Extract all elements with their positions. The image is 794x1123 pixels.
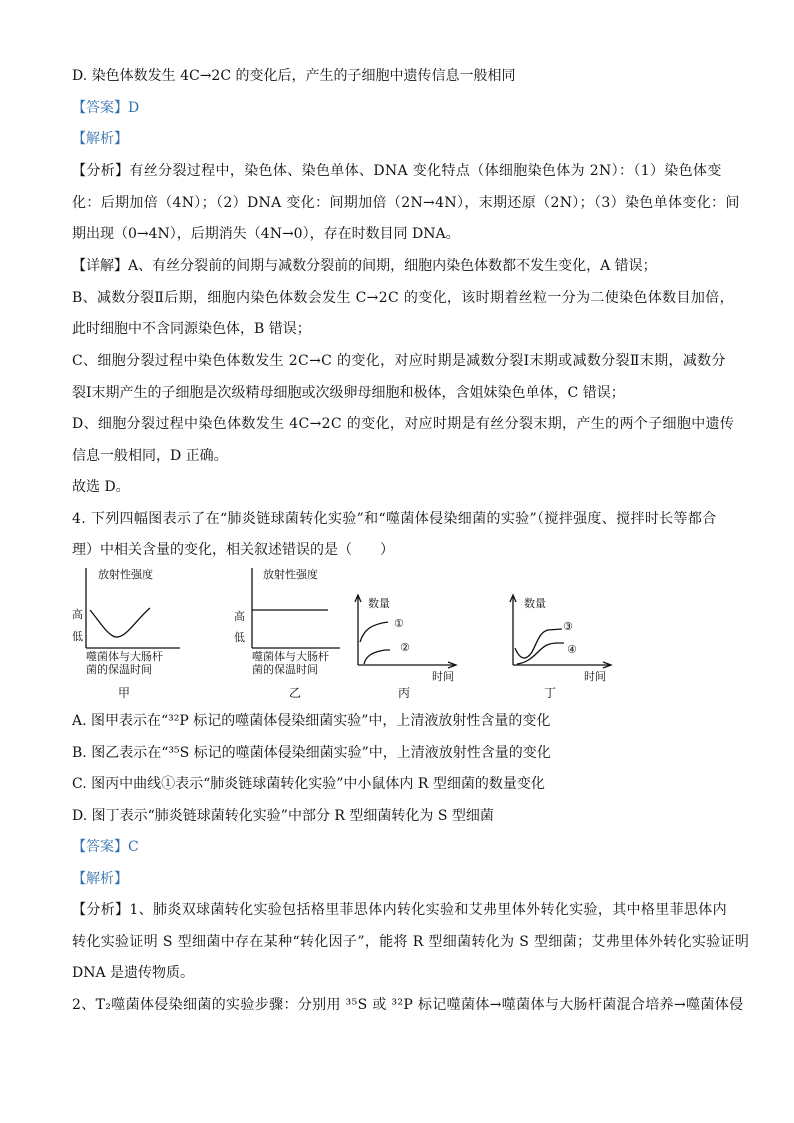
- option-a: A. 图甲表示在“³²P 标记的噬菌体侵染细菌实验”中，上清液放射性含量的变化: [72, 713, 551, 729]
- detail-line: 裂Ⅰ末期产生的子细胞是次级精母细胞或次级卵母细胞和极体，含姐妹染色单体，C 错误；: [72, 385, 625, 401]
- option-b: B. 图乙表示在“³⁵S 标记的噬菌体侵染细菌实验”中，上清液放射性含量的变化: [72, 745, 551, 761]
- detail-line: 此时细胞中不含同源染色体，B 错误；: [72, 321, 311, 337]
- detail-line: B、减数分裂Ⅱ后期，细胞内染色体数会发生 C→2C 的变化，该时期着丝粒一分为二使染色体数目加倍，: [72, 290, 734, 306]
- yi-low-label: 低: [234, 631, 245, 644]
- detail-line: 信息一般相同，D 正确。: [72, 448, 228, 464]
- analysis-line: 化：后期加倍（4N）；（2）DNA 变化：间期加倍（2N→4N），末期还原（2N）；（3）染色单体变化：间: [72, 195, 740, 211]
- bing-curve-2-label: ②: [400, 641, 410, 654]
- bing-ylabel: 数量: [368, 597, 390, 610]
- question-4-stem: 4. 下列四幅图表示了在“肺炎链球菌转化实验”和“噬菌体侵染细菌的实验”（搅拌强度、搅拌时长等都合: [72, 511, 717, 527]
- analysis-line: 期出现（0→4N），后期消失（4N→0），存在时数目同 DNA。: [72, 226, 460, 242]
- jia-xlabel-1: 噬菌体与大肠杆: [86, 650, 163, 663]
- yi-ylabel: 放射性强度: [263, 568, 318, 581]
- bing-curve-2: [364, 650, 390, 664]
- analysis-line: 【分析】有丝分裂过程中，染色体、染色单体、DNA 变化特点（体细胞染色体为 2N）：（1）染色体变: [72, 163, 722, 179]
- answer-label: 【答案】D: [72, 100, 140, 116]
- conclusion-line: 故选 D。: [72, 479, 130, 495]
- analysis-label: 【解析】: [72, 131, 128, 147]
- jia-caption: 甲: [118, 686, 131, 700]
- analysis-line: 2、T₂噬菌体侵染细菌的实验步骤：分别用 ³⁵S 或 ³²P 标记噬菌体→噬菌体与大肠杆菌混合培养→噬菌体侵: [72, 997, 744, 1013]
- figure-bing: [355, 595, 456, 700]
- bing-caption: 丙: [398, 686, 411, 700]
- analysis-line: 【分析】1、肺炎双球菌转化实验包括格里菲思体内转化实验和艾弗里体外转化实验，其中格里菲思体内: [72, 902, 728, 918]
- analysis-label: 【解析】: [72, 871, 128, 887]
- option-d: D. 图丁表示“肺炎链球菌转化实验”中部分 R 型细菌转化为 S 型细菌: [72, 808, 494, 824]
- ding-curve-3-label: ③: [563, 620, 573, 633]
- figure-yi: [234, 567, 340, 700]
- figure-jia: [72, 567, 180, 700]
- yi-caption: 乙: [289, 686, 302, 700]
- yi-xlabel-1: 噬菌体与大肠杆: [252, 650, 329, 663]
- question-4-stem: 理）中相关含量的变化，相关叙述错误的是（ ）: [72, 542, 394, 558]
- jia-ylabel: 放射性强度: [98, 568, 153, 581]
- yi-high-label: 高: [234, 610, 245, 623]
- ding-xlabel: 时间: [584, 670, 606, 683]
- figure-ding: [510, 595, 611, 700]
- detail-line: 【详解】A、有丝分裂前的间期与减数分裂前的间期，细胞内染色体数都不发生变化，A 错误；: [72, 258, 657, 274]
- jia-xlabel-2: 菌的保温时间: [86, 663, 152, 676]
- jia-high-label: 高: [72, 608, 83, 621]
- detail-line: D、细胞分裂过程中染色体数发生 4C→2C 的变化，对应时期是有丝分裂末期，产生的两个子细胞中遗传: [72, 416, 735, 432]
- bing-curve-1: [360, 622, 388, 642]
- ding-ylabel: 数量: [524, 597, 546, 610]
- yi-xlabel-2: 菌的保温时间: [252, 663, 318, 676]
- figures-svg: [70, 560, 630, 700]
- ding-curve-4-label: ④: [567, 643, 577, 656]
- ding-curve-4: [517, 643, 564, 664]
- bing-curve-1-label: ①: [394, 617, 404, 630]
- answer-label: 【答案】C: [72, 839, 139, 855]
- analysis-line: DNA 是遗传物质。: [72, 965, 195, 981]
- ding-caption: 丁: [544, 686, 557, 700]
- question-4-figures: [70, 560, 630, 700]
- detail-line: C、细胞分裂过程中染色体数发生 2C→C 的变化，对应时期是减数分裂Ⅰ末期或减数分裂Ⅱ末期，减数分: [72, 353, 726, 369]
- option-d-previous: D. 染色体数发生 4C→2C 的变化后，产生的子细胞中遗传信息一般相同: [72, 68, 516, 84]
- analysis-line: 转化实验证明 S 型细菌中存在某种“转化因子”，能将 R 型细菌转化为 S 型细菌；艾弗里体外转化实验证明: [72, 934, 750, 950]
- bing-xlabel: 时间: [432, 670, 454, 683]
- jia-low-label: 低: [72, 630, 83, 643]
- jia-curve: [90, 608, 150, 637]
- option-c: C. 图丙中曲线①表示“肺炎链球菌转化实验”中小鼠体内 R 型细菌的数量变化: [72, 776, 545, 792]
